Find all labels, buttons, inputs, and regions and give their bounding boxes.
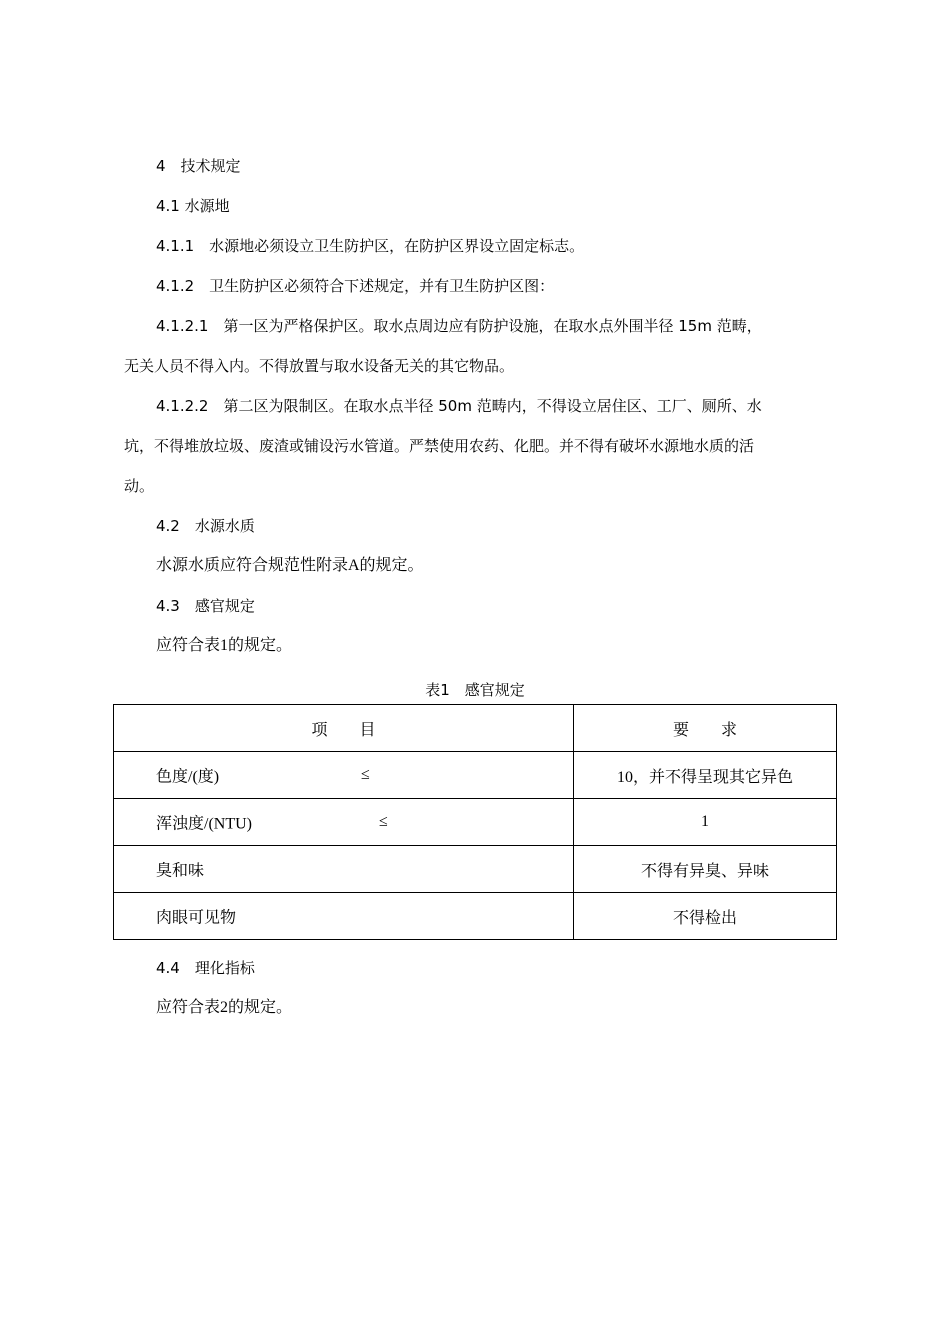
section-4-1-heading: 4.1 水源地 [156, 197, 230, 215]
clause-4-1-2-1-line1: 4.1.2.1 第一区为严格保护区。取水点周边应有防护设施，在取水点外围半径 15m 范畴， [156, 317, 762, 335]
le-symbol: ≤ [361, 766, 370, 783]
table1-header-item: 项 目 [114, 705, 574, 752]
section-4-3-heading: 4.3 感官规定 [156, 597, 255, 615]
section-4-4-heading: 4.4 理化指标 [156, 959, 255, 977]
table-row [114, 893, 837, 940]
clause-4-1-2-1-line2: 无关人员不得入内。不得放置与取水设备无关的其它物品。 [124, 357, 515, 375]
table1-cell-item [114, 893, 574, 940]
table-row [114, 752, 837, 799]
section-4-3-body: 应符合表1的规定。 [156, 637, 293, 654]
table-row [114, 846, 837, 893]
table1-cell-requirement: 10，并不得呈现其它异色 [574, 752, 837, 799]
table1-cell-requirement: 1 [574, 799, 837, 846]
clause-4-1-2-2-line3: 动。 [124, 477, 155, 495]
table1-caption: 表1 感官规定 [425, 681, 525, 699]
clause-4-1-1: 4.1.1 水源地必须设立卫生防护区，在防护区界设立固定标志。 [156, 237, 585, 255]
table1-cell-item [114, 846, 574, 893]
table1-cell-requirement: 不得检出 [574, 893, 837, 940]
table1-cell-item [114, 752, 574, 799]
item-name: 色度/(度) [156, 768, 220, 786]
table1-header-requirement: 要 求 [574, 705, 837, 752]
item-name: 臭和味 [156, 862, 205, 880]
section-4-2-body: 水源水质应符合规范性附录A的规定。 [156, 557, 424, 574]
clause-4-1-2: 4.1.2 卫生防护区必须符合下述规定，并有卫生防护区图： [156, 277, 555, 295]
table1-cell-requirement: 不得有异臭、异味 [574, 846, 837, 893]
section-4-2-heading: 4.2 水源水质 [156, 517, 255, 535]
section-4-4-body: 应符合表2的规定。 [156, 999, 293, 1016]
table1 [113, 704, 837, 940]
table-row [114, 799, 837, 846]
table1-cell-item [114, 799, 574, 846]
table1-header-row [114, 705, 837, 752]
section-4-heading: 4 技术规定 [156, 157, 241, 175]
item-name: 浑浊度/(NTU) [156, 815, 252, 833]
clause-4-1-2-2-line1: 4.1.2.2 第二区为限制区。在取水点半径 50m 范畴内，不得设立居住区、工厂、厕所、水 [156, 397, 762, 415]
item-name: 肉眼可见物 [156, 909, 237, 927]
clause-4-1-2-2-line2: 坑，不得堆放垃圾、废渣或铺设污水管道。严禁使用农药、化肥。并不得有破坏水源地水质的活 [124, 437, 755, 455]
le-symbol: ≤ [379, 813, 388, 830]
